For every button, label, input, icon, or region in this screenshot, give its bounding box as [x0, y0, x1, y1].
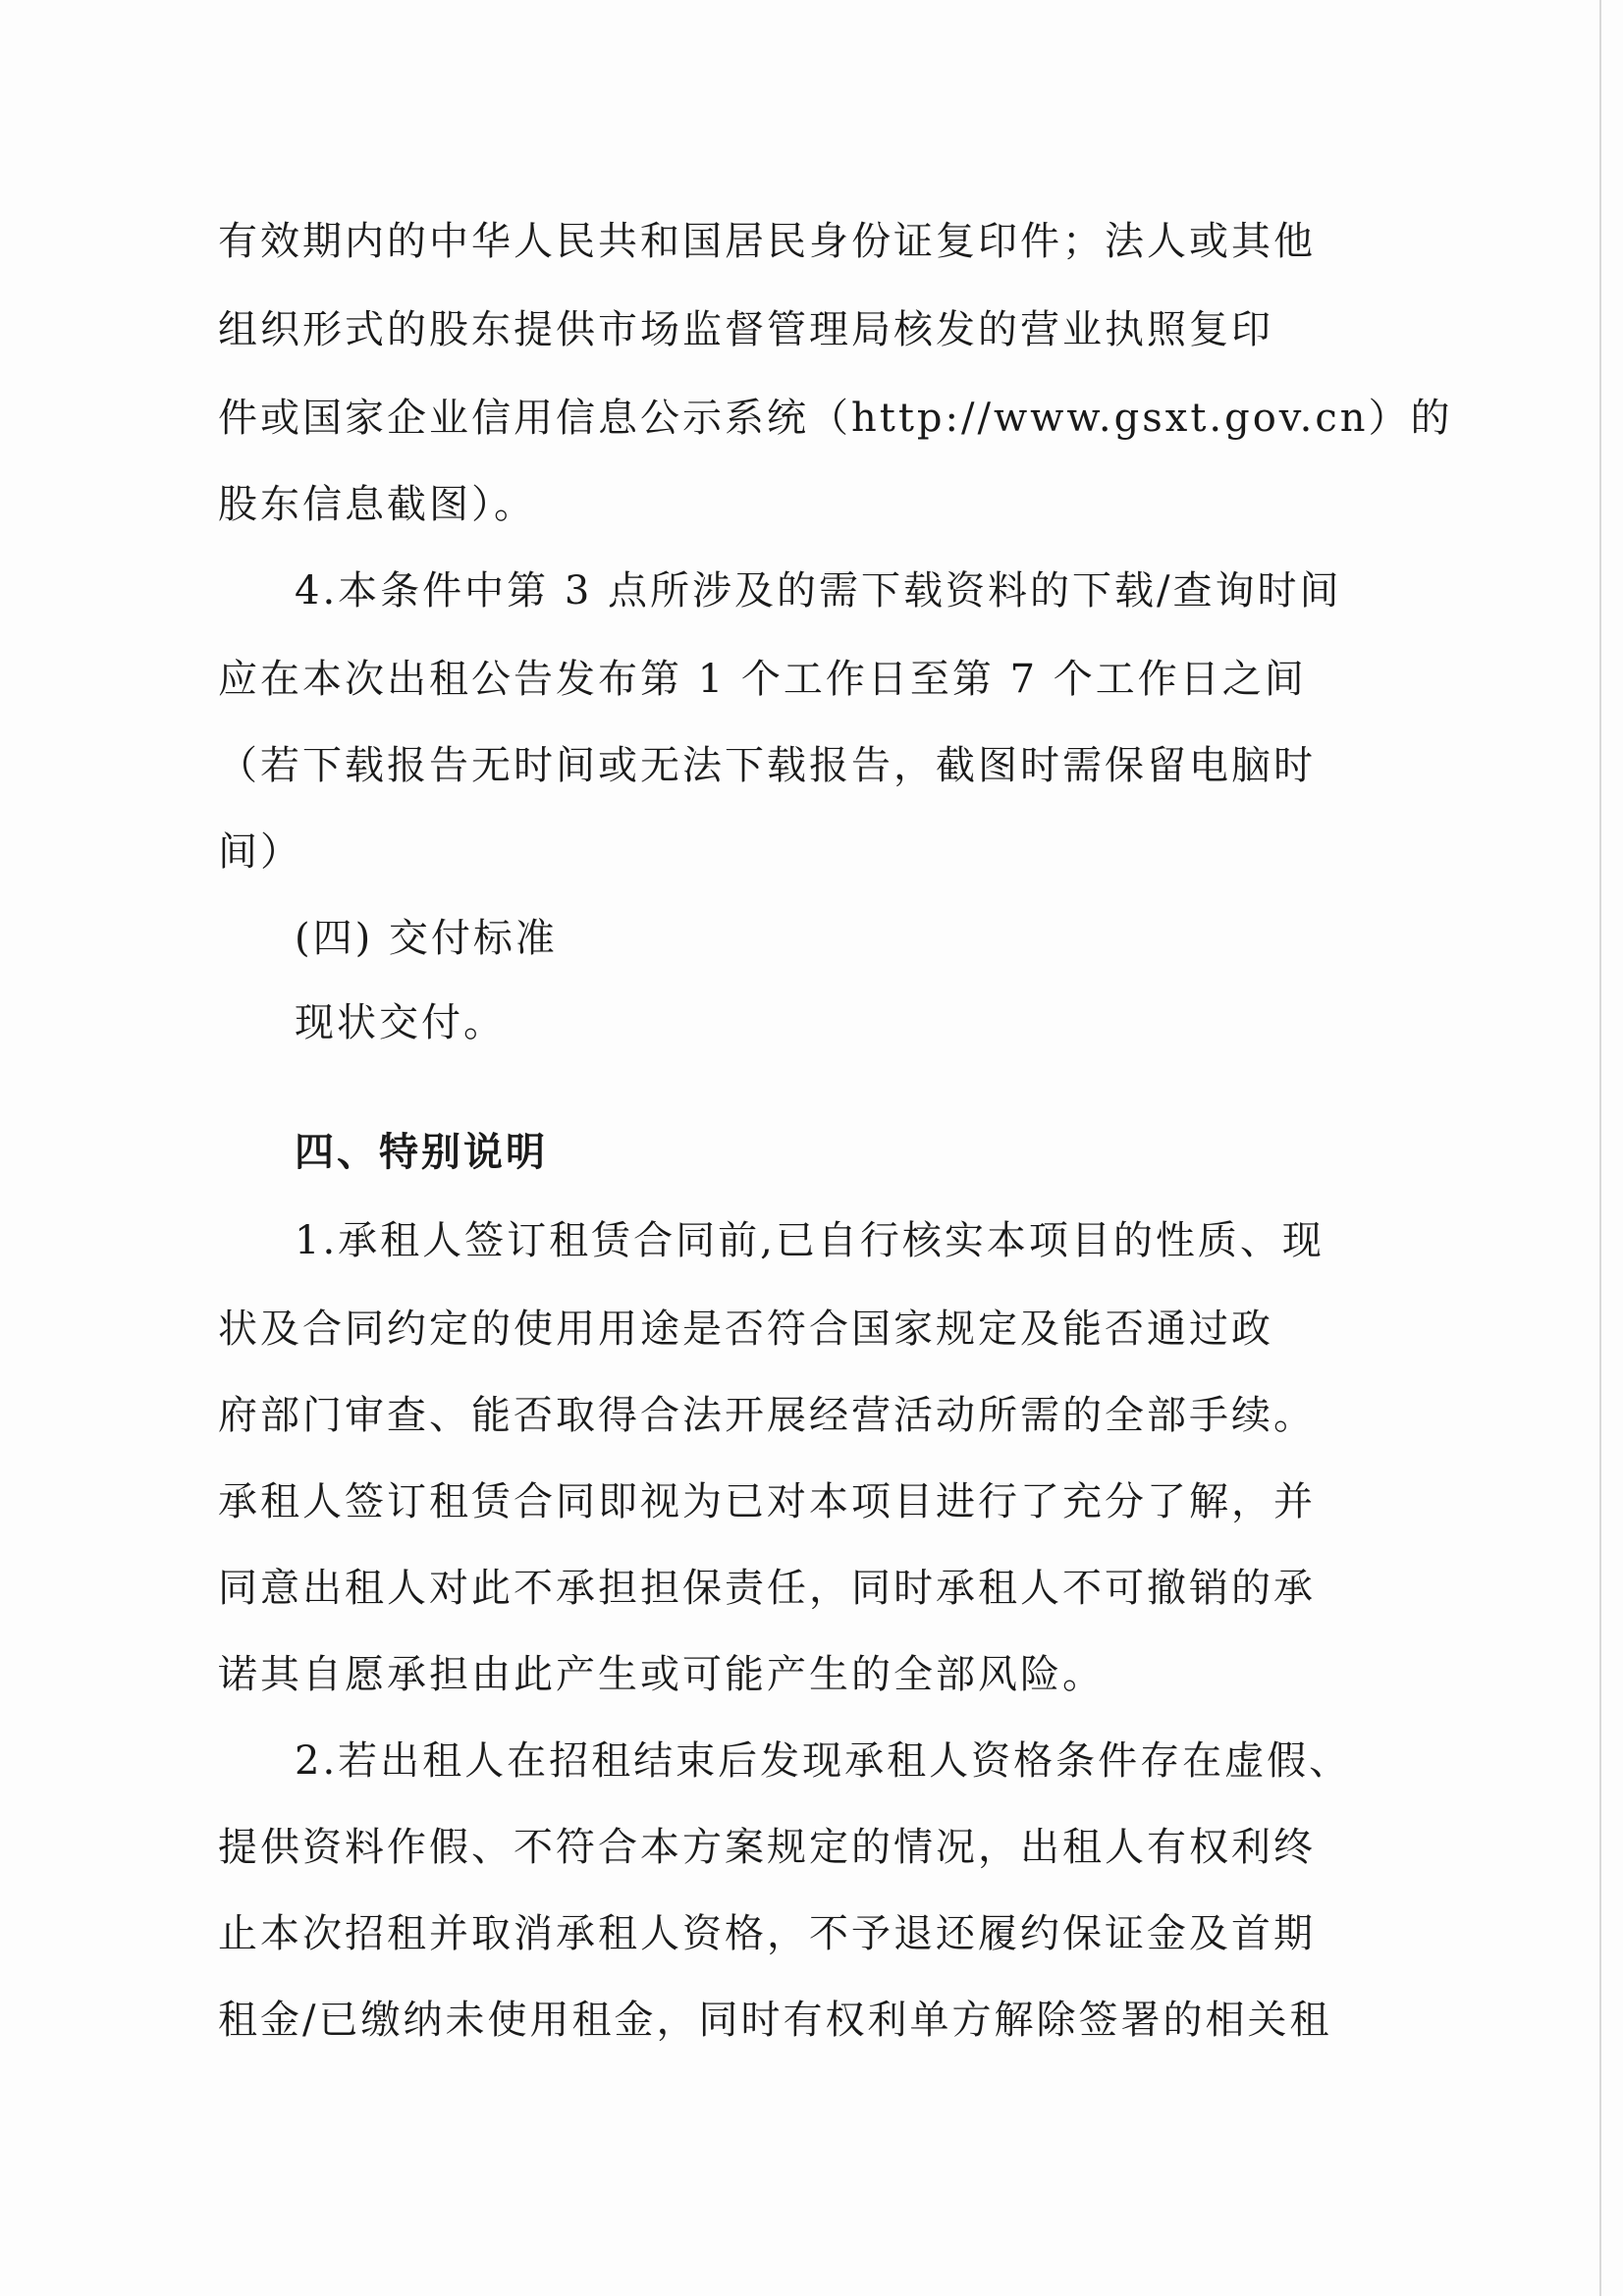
- paragraph-line: 府部门审查、能否取得合法开展经营活动所需的全部手续。: [218, 1393, 1316, 1438]
- paragraph-line: 诺其自愿承担由此产生或可能产生的全部风险。: [218, 1652, 1105, 1697]
- paragraph-line: 承租人签订租赁合同即视为已对本项目进行了充分了解，并: [218, 1479, 1316, 1524]
- paragraph-line: 有效期内的中华人民共和国居民身份证复印件；法人或其他: [218, 219, 1316, 264]
- paragraph-line: 间）: [218, 829, 302, 875]
- paragraph-line: 提供资料作假、不符合本方案规定的情况，出租人有权利终: [218, 1825, 1316, 1870]
- paragraph-line: 2.若出租人在招租结束后发现承租人资格条件存在虚假、: [295, 1738, 1352, 1784]
- paragraph-line: 租金/已缴纳未使用租金，同时有权利单方解除签署的相关租: [218, 1998, 1332, 2043]
- paragraph-line: （若下载报告无时间或无法下载报告，截图时需保留电脑时: [218, 743, 1316, 788]
- paragraph-line: 件或国家企业信用信息公示系统（http://www.gsxt.gov.cn）的: [218, 396, 1453, 441]
- paragraph-line: 状及合同约定的使用用途是否符合国家规定及能否通过政: [218, 1307, 1273, 1352]
- paragraph-line: 应在本次出租公告发布第 1 个工作日至第 7 个工作日之间: [218, 657, 1307, 702]
- paragraph-line: 同意出租人对此不承担担保责任，同时承租人不可撤销的承: [218, 1566, 1316, 1611]
- page-edge-divider: [1599, 0, 1601, 2296]
- paragraph-line: 组织形式的股东提供市场监督管理局核发的营业执照复印: [218, 307, 1273, 352]
- paragraph-line: 股东信息截图）。: [218, 482, 536, 527]
- paragraph-line: 止本次招租并取消承租人资格，不予退还履约保证金及首期: [218, 1911, 1316, 1956]
- paragraph-line: 现状交付。: [295, 1000, 506, 1045]
- section-heading: 四、特别说明: [295, 1130, 548, 1175]
- paragraph-line: 1.承租人签订租赁合同前,已自行核实本项目的性质、现: [295, 1218, 1325, 1263]
- subsection-heading: (四) 交付标准: [295, 916, 558, 961]
- paragraph-line: 4.本条件中第 3 点所涉及的需下载资料的下载/查询时间: [295, 568, 1342, 614]
